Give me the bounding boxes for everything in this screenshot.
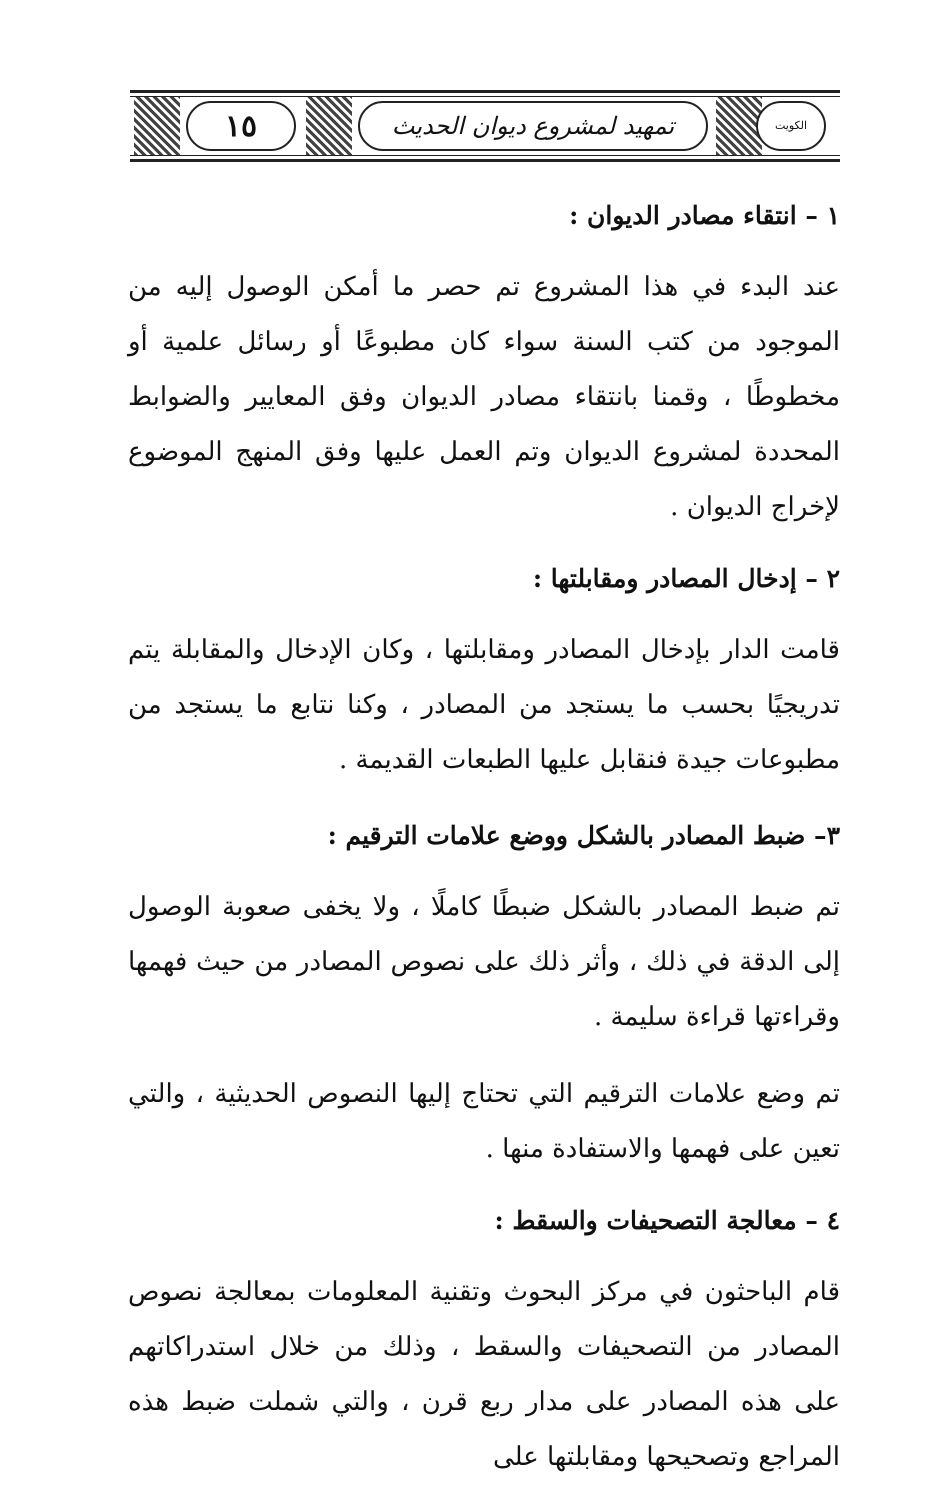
section-heading-2: ٢ – إدخال المصادر ومقابلتها : [532, 564, 840, 593]
page-number: ١٥ [224, 108, 258, 144]
page-header [130, 90, 840, 162]
page-body [128, 190, 840, 1485]
section-heading-1: ١ – انتقاء مصادر الديوان : [569, 201, 840, 230]
section-1-paragraph: عند البدء في هذا المشروع تم حصر ما أمكن الوصول إليه من الموجود من كتب السنة سواء كان مطبوعًا أو رسائل علمية أو مخطوطًا ، وقمنا بانتقاء مصادر الديوان وفق المعايير والضوابط المحددة لمشروع الديوان وتم العمل عليها وفق المنهج الموضوع لإخراج الديوان . [128, 272, 840, 522]
section-3-paragraph-1: تم ضبط المصادر بالشكل ضبطًا كاملًا ، ولا يخفى صعوبة الوصول إلى الدقة في ذلك ، وأثر ذلك على نصوص المصادر من حيث فهمها وقراءتها قراءة سليمة . [128, 892, 840, 1032]
section-2-paragraph: قامت الدار بإدخال المصادر ومقابلتها ، وكان الإدخال والمقابلة يتم تدريجيًا بحسب ما يستجد من المصادر ، وكنا نتابع ما يستجد من مطبوعات جيدة فنقابل عليها الطبعات القديمة . [128, 635, 840, 775]
ornament-mid-right [716, 97, 762, 155]
running-title: تمهيد لمشروع ديوان الحديث [391, 112, 675, 140]
ornament-left [134, 97, 180, 155]
section-heading-4: ٤ – معالجة التصحيفات والسقط : [494, 1206, 840, 1235]
emblem-logo-text: الكويت [774, 118, 808, 132]
section-heading-3: ٣– ضبط المصادر بالشكل ووضع علامات الترقيم : [327, 821, 840, 850]
publisher-emblem [756, 101, 826, 151]
ornament-mid-left [306, 97, 352, 155]
section-4-paragraph: قام الباحثون في مركز البحوث وتقنية المعلومات بمعالجة نصوص المصادر من التصحيفات والسقط ، وذلك من خلال استدراكاتهم على هذه المصادر على مدار ربع قرن ، والتي شملت ضبط هذه المراجع وتصحيحها ومقابلتها على [128, 1277, 840, 1472]
running-title-frame [358, 101, 708, 151]
page-number-frame [186, 101, 296, 151]
section-3-paragraph-2: تم وضع علامات الترقيم التي تحتاج إليها النصوص الحديثية ، والتي تعين على فهمها والاستفادة منها . [128, 1079, 840, 1164]
